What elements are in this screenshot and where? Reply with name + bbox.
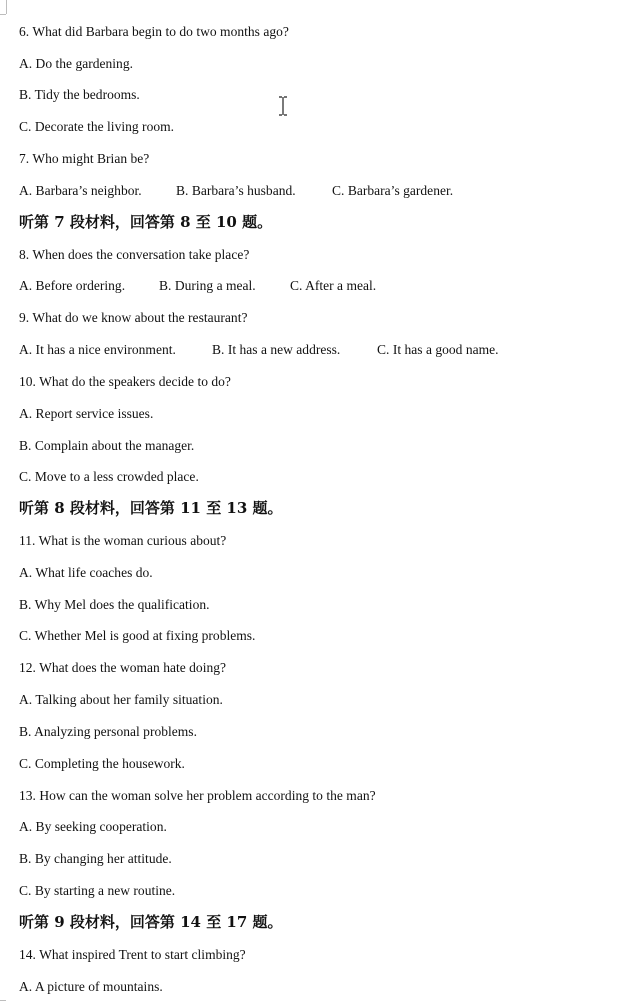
text-cursor-icon — [277, 96, 289, 116]
option-line: A. Report service issues. — [19, 406, 154, 421]
option-line: B. Complain about the manager. — [19, 438, 195, 453]
option-line: A. What life coaches do. — [19, 565, 153, 580]
option-line: C. Move to a less crowded place. — [19, 469, 199, 484]
option-line: A. A picture of mountains. — [19, 979, 163, 994]
question-8: 8. When does the conversation take place? — [19, 247, 250, 262]
question-13: 13. How can the woman solve her problem according to the man? — [19, 788, 376, 803]
page-corner-mark — [0, 14, 6, 15]
question-12: 12. What does the woman hate doing? — [19, 660, 227, 675]
option-line: B. By changing her attitude. — [19, 851, 172, 866]
option-b: B. It has a new address. — [212, 342, 341, 357]
question-10: 10. What do the speakers decide to do? — [19, 374, 231, 389]
section-heading: 听第 8 段材料，回答第 11 至 13 题。 — [19, 499, 283, 517]
option-a: A. It has a nice environment. — [19, 342, 176, 357]
option-line: A. Talking about her family situation. — [19, 692, 223, 707]
option-line: B. Tidy the bedrooms. — [19, 87, 140, 102]
question-14: 14. What inspired Trent to start climbing? — [19, 947, 246, 962]
option-c: C. Barbara’s gardener. — [332, 183, 454, 198]
question-7: 7. Who might Brian be? — [19, 151, 150, 166]
option-row — [19, 183, 619, 199]
option-c: C. After a meal. — [290, 278, 377, 293]
option-b: B. During a meal. — [159, 278, 256, 293]
page-corner-mark — [0, 1000, 6, 1001]
option-row — [19, 342, 619, 358]
option-line: A. Do the gardening. — [19, 56, 133, 71]
option-row — [19, 278, 619, 294]
question-11: 11. What is the woman curious about? — [19, 533, 227, 548]
option-line: C. Decorate the living room. — [19, 119, 175, 134]
option-a: A. Before ordering. — [19, 278, 126, 293]
option-line: B. Analyzing personal problems. — [19, 724, 197, 739]
section-heading: 听第 7 段材料，回答第 8 至 10 题。 — [19, 213, 273, 231]
option-line: A. By seeking cooperation. — [19, 819, 167, 834]
page-corner-mark — [6, 0, 7, 14]
option-line: C. By starting a new routine. — [19, 883, 176, 898]
option-a: A. Barbara’s neighbor. — [19, 183, 142, 198]
option-line: C. Completing the housework. — [19, 756, 185, 771]
option-c: C. It has a good name. — [377, 342, 499, 357]
option-line: B. Why Mel does the qualification. — [19, 597, 210, 612]
question-9: 9. What do we know about the restaurant? — [19, 310, 248, 325]
question-6: 6. What did Barbara begin to do two months ago? — [19, 24, 289, 39]
option-b: B. Barbara’s husband. — [176, 183, 296, 198]
section-heading: 听第 9 段材料，回答第 14 至 17 题。 — [19, 913, 283, 931]
option-line: C. Whether Mel is good at fixing problems. — [19, 628, 256, 643]
